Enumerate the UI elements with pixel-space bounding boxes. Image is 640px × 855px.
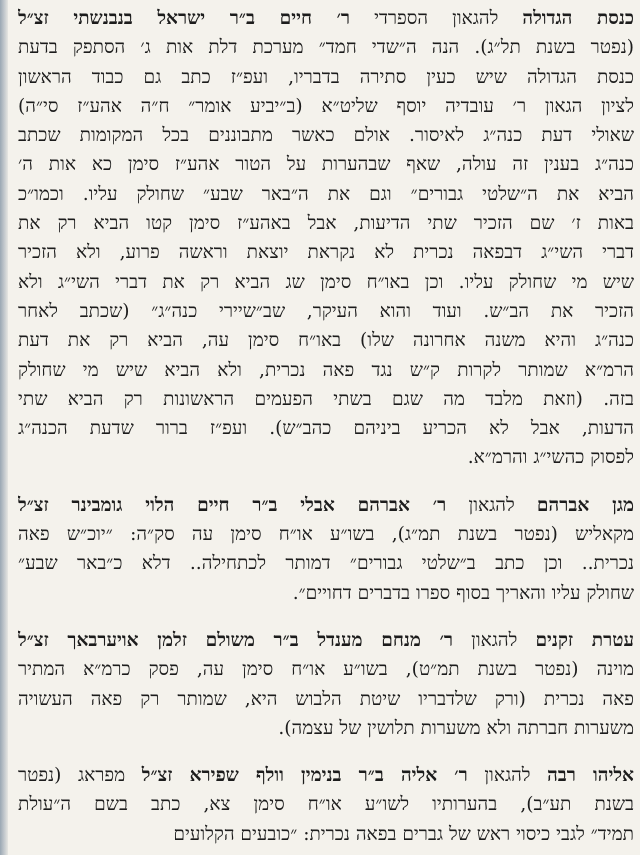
text-line — [18, 520, 634, 549]
bold-text-run: כנסת הגדולה — [522, 8, 634, 29]
document-page — [18, 4, 634, 855]
text-line — [18, 685, 634, 714]
text-line — [18, 238, 634, 267]
text-run: משערות חברתה ולא משערות תלושין של עצמה). — [278, 717, 634, 739]
bold-text-run: ר׳ אליה ב״ר בנימין וולף שפירא זצ״ל — [141, 765, 468, 787]
text-run: כנה״ג והיא משנה אחרונה שלו) באו״ח סימן עה, הביא רק את דעת — [18, 330, 634, 352]
text-line — [18, 356, 634, 385]
text-run: שיש מי שחולק עליו. וכן באו״ח סימן שג הביא רק את דברי השי״ג ולא — [18, 271, 634, 293]
text-line — [18, 414, 634, 443]
text-run: דברי השי״ג דבפאה נכרית לא נקראת יוצאת וראשה פרוע, ולא הזכיר — [18, 242, 634, 264]
text-run: (נפטר בשנת תל״ג). הנה ה״שדי חמד״ מערכת דלת אות ג׳ הסתפק בדעת — [18, 37, 634, 59]
commentary-section — [18, 761, 634, 849]
commentary-section — [18, 626, 634, 743]
bold-text-run: עטרת זקנים — [535, 629, 634, 651]
text-run: להגאון — [446, 494, 537, 516]
text-line — [18, 714, 634, 743]
text-run: הביא את ה״שלטי גבורים״ וגם את ה״באר שבע״ שחולק עליו. וכמו״כ — [18, 183, 634, 205]
bold-text-run: ר׳ חיים ב״ר ישראל בנבנשתי זצ״ל — [18, 8, 351, 29]
text-line — [18, 326, 634, 355]
text-run: תמיד״ לגבי כיסוי ראש של גברים בפאה נכרית: ״כובעים הקלועים — [173, 823, 634, 845]
bold-text-run: מגן אברהם — [536, 494, 634, 516]
text-line — [18, 63, 634, 92]
text-line — [18, 92, 634, 121]
bold-text-run: ר׳ אברהם אבלי ב״ר חיים הלוי גומבינר זצ״ל — [18, 494, 447, 516]
text-run: שאולי דעת כנה״ג לאיסור. אולם כאשר מתבוננים בכל המקומות שכתב — [18, 125, 634, 147]
text-line — [18, 33, 634, 62]
text-line — [18, 121, 634, 150]
text-line — [18, 491, 634, 520]
text-line — [18, 297, 634, 326]
text-run: להגאון — [467, 765, 548, 787]
text-line — [18, 180, 634, 209]
text-run: להגאון הספרדי — [350, 8, 523, 29]
text-line — [18, 820, 634, 849]
text-line — [18, 385, 634, 414]
text-run: כנסת הגדולה שיש כעין סתירה בדבריו, ועפ״ז כתב גם כבוד הראשון — [18, 66, 634, 88]
text-run: להגאון — [453, 629, 536, 651]
text-line — [18, 579, 634, 608]
text-run: כנה״ג בענין זה עולה, שאף שבהערות על הטור אהע״ז סימן כא אות ה׳ — [18, 154, 634, 176]
text-line — [18, 626, 634, 655]
bold-text-run: ר׳ מנחם מענדל ב״ר משולם זלמן אויערבאך זצ״ל — [18, 629, 454, 651]
commentary-section — [18, 491, 634, 608]
text-line — [18, 761, 634, 790]
text-run: לפסוק כהשי״ג והרמ״א. — [467, 447, 634, 469]
book-page-edge — [0, 0, 8, 855]
text-line — [18, 549, 634, 578]
text-run: שחולק עליו והאריך בסוף ספרו בדברים דחויים״. — [292, 582, 634, 604]
text-run: הזכיר את הב״ש. ועוד והוא העיקר, שב״שיירי כנה״ג״ (שכתב לאחר — [18, 300, 634, 322]
text-run: לציון הגאון ר׳ עובדיה יוסף שליט״א (ב״יביע אומר״ ח״ה אהע״ז סי״ה) — [18, 95, 634, 117]
text-run: באות ז׳ שם הזכיר שתי הדיעות, אבל באהע״ז סימן קטו הביא רק את — [18, 213, 634, 235]
text-run: מקאליש (נפטר בשנת תמ״ג), בשו״ע או״ח סימן עה סק״ה: ״יוכ״ש פאה — [18, 524, 634, 546]
text-line — [18, 150, 634, 179]
text-line — [18, 790, 634, 819]
text-run: מפראג (נפטר — [18, 765, 142, 787]
text-line — [18, 443, 634, 472]
text-run: פאה נכרית (ורק שלדבריו שיטת הלבוש היא, שמותר רק פאה העשויה — [18, 688, 634, 710]
text-line — [18, 4, 634, 33]
text-run: הרמ״א שמותר לקרות ק״ש נגד פאה נכרית, ולא הביא שיש מי שחולק — [18, 359, 634, 381]
text-run: בזה. (וזאת מלבד מה שגם בשתי הפעמים הראשונות רק הביא שתי — [18, 388, 634, 410]
commentary-section — [18, 4, 634, 473]
text-line — [18, 655, 634, 684]
bold-text-run: אליהו רבה — [547, 765, 634, 787]
text-line — [18, 209, 634, 238]
text-run: נכרית.. וכן כתב ב״שלטי גבורים״ דמותר לכתחילה.. דלא כ״באר שבע״ — [18, 553, 634, 575]
text-run: הדעות, אבל לא הכריע ביניהם כהב״ש). ועפ״ז ברור שדעת הכנה״ג — [18, 418, 634, 440]
text-line — [18, 268, 634, 297]
text-run: בשנת תע״ב), בהערותיו לשו״ע או״ח סימן צא, כתב בשם ה״עולת — [18, 794, 634, 816]
text-run: מוינה (נפטר בשנת תמ״ט), בשו״ע או״ח סימן עה, פסק כרמ״א המתיר — [18, 659, 634, 681]
